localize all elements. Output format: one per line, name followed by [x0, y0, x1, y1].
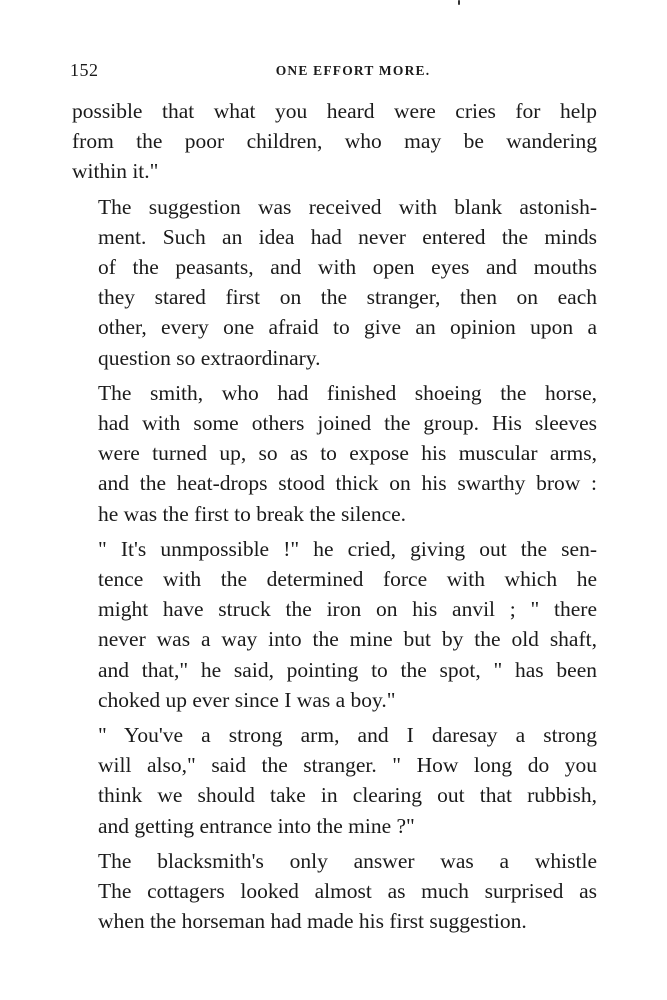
text-line: think we should take in clearing out that rubbish,	[98, 783, 597, 808]
ink-speck	[458, 0, 460, 5]
body-text	[72, 96, 597, 941]
text-line: " You've a strong arm, and I daresay a strong	[98, 723, 597, 748]
text-line: The suggestion was received with blank astonish-	[98, 194, 597, 219]
running-title: ONE EFFORT MORE.	[275, 63, 431, 78]
text-line: question so extraordinary.	[98, 345, 321, 370]
text-line: he was the first to break the silence.	[98, 501, 407, 526]
text-line: of the peasants, and with open eyes and mouths	[98, 255, 597, 280]
text-line: and that," he said, pointing to the spot, " has been	[98, 657, 597, 682]
text-line: The cottagers looked almost as much surprised as	[98, 879, 597, 904]
text-line: had with some others joined the group. His sleeves	[98, 411, 597, 436]
text-line: were turned up, so as to expose his muscular arms,	[98, 441, 597, 466]
paragraph	[72, 720, 597, 841]
text-line: choked up ever since I was a boy."	[98, 687, 396, 712]
text-line: when the horseman had made his first suggestion.	[98, 909, 527, 934]
paragraph	[72, 534, 597, 715]
paragraph	[72, 96, 597, 187]
text-line: within it."	[72, 159, 159, 184]
text-line: never was a way into the mine but by the old shaft,	[98, 627, 597, 652]
text-line: The blacksmith's only answer was a whistle	[98, 848, 597, 873]
text-line: from the poor children, who may be wandering	[72, 129, 597, 154]
paragraph	[72, 378, 597, 529]
paragraph	[72, 846, 597, 937]
text-line: " It's unmpossible !" he cried, giving out the sen-	[98, 536, 597, 561]
text-line: might have struck the iron on his anvil ; " there	[98, 597, 597, 622]
text-line: and the heat-drops stood thick on his swarthy brow :	[98, 471, 597, 496]
text-line: and getting entrance into the mine ?"	[98, 813, 415, 838]
text-line: ment. Such an idea had never entered the minds	[98, 224, 597, 249]
page-header	[70, 60, 600, 84]
text-line: possible that what you heard were cries for help	[72, 99, 597, 123]
text-line: The smith, who had finished shoeing the horse,	[98, 380, 597, 405]
text-line: they stared first on the stranger, then on each	[98, 285, 597, 310]
paragraph	[72, 192, 597, 373]
text-line: other, every one afraid to give an opinion upon a	[98, 315, 597, 340]
text-line: tence with the determined force with which he	[98, 567, 597, 592]
page-number: 152	[70, 60, 99, 80]
text-line: will also," said the stranger. " How long do you	[98, 753, 597, 778]
